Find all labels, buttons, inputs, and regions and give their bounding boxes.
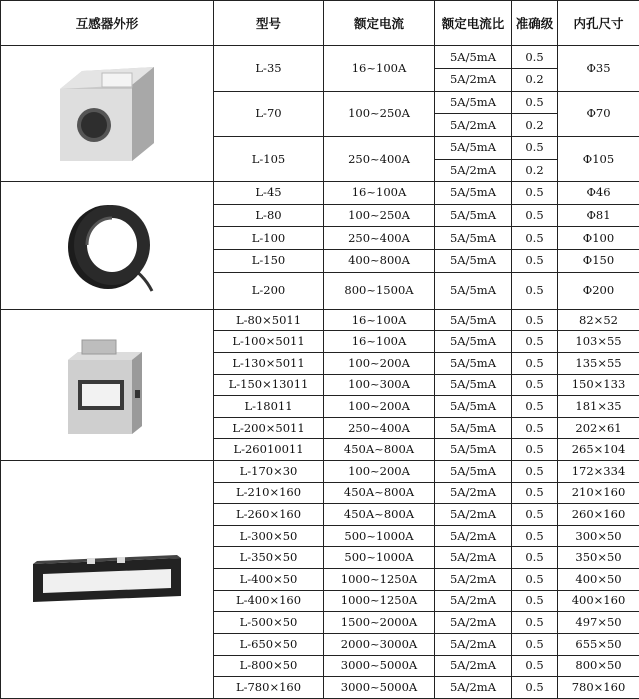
current-cell: 16~100A bbox=[324, 182, 435, 205]
ratio-cell: 5A/2mA bbox=[435, 655, 512, 677]
ratio-cell: 5A/2mA bbox=[435, 612, 512, 634]
current-cell: 3000~5000A bbox=[324, 677, 435, 699]
model-cell: L-300×50 bbox=[214, 525, 324, 547]
hole-cell: Φ35 bbox=[558, 46, 639, 91]
model-cell: L-18011 bbox=[214, 396, 324, 418]
accuracy-cell: 0.5 bbox=[512, 331, 558, 353]
accuracy-cell: 0.5 bbox=[512, 569, 558, 591]
model-cell: L-130×5011 bbox=[214, 352, 324, 374]
accuracy-cell: 0.2 bbox=[512, 68, 558, 91]
model-cell: L-500×50 bbox=[214, 612, 324, 634]
hole-cell: 181×35 bbox=[558, 396, 639, 418]
hole-cell: 82×52 bbox=[558, 309, 639, 331]
current-cell: 250~400A bbox=[324, 227, 435, 250]
accuracy-cell: 0.5 bbox=[512, 504, 558, 526]
accuracy-cell: 0.5 bbox=[512, 590, 558, 612]
ratio-cell: 5A/2mA bbox=[435, 159, 512, 182]
model-cell: L-400×50 bbox=[214, 569, 324, 591]
accuracy-cell: 0.5 bbox=[512, 46, 558, 69]
ratio-cell: 5A/2mA bbox=[435, 633, 512, 655]
ratio-cell: 5A/5mA bbox=[435, 182, 512, 205]
hole-cell: 350×50 bbox=[558, 547, 639, 569]
model-cell: L-650×50 bbox=[214, 633, 324, 655]
current-cell: 100~200A bbox=[324, 396, 435, 418]
ratio-cell: 5A/5mA bbox=[435, 352, 512, 374]
current-cell: 100~200A bbox=[324, 461, 435, 483]
model-cell: L-45 bbox=[214, 182, 324, 205]
table-row bbox=[1, 309, 639, 331]
model-cell: L-100×5011 bbox=[214, 331, 324, 353]
ratio-cell: 5A/2mA bbox=[435, 677, 512, 699]
ratio-cell: 5A/5mA bbox=[435, 417, 512, 439]
model-cell: L-200×5011 bbox=[214, 417, 324, 439]
accuracy-cell: 0.5 bbox=[512, 250, 558, 273]
accuracy-cell: 0.2 bbox=[512, 159, 558, 182]
hole-cell: Φ46 bbox=[558, 182, 639, 205]
hole-cell: 400×160 bbox=[558, 590, 639, 612]
ratio-cell: 5A/5mA bbox=[435, 374, 512, 396]
accuracy-cell: 0.5 bbox=[512, 352, 558, 374]
current-cell: 450A~800A bbox=[324, 439, 435, 461]
hole-cell: 400×50 bbox=[558, 569, 639, 591]
header-accuracy: 准确级 bbox=[512, 1, 558, 46]
accuracy-cell: 0.5 bbox=[512, 525, 558, 547]
model-cell: L-105 bbox=[214, 136, 324, 181]
ratio-cell: 5A/5mA bbox=[435, 227, 512, 250]
table-row bbox=[1, 46, 639, 69]
hole-cell: 655×50 bbox=[558, 633, 639, 655]
current-cell: 1000~1250A bbox=[324, 569, 435, 591]
current-cell: 100~250A bbox=[324, 204, 435, 227]
accuracy-cell: 0.5 bbox=[512, 461, 558, 483]
model-cell: L-100 bbox=[214, 227, 324, 250]
ratio-cell: 5A/5mA bbox=[435, 272, 512, 309]
accuracy-cell: 0.5 bbox=[512, 374, 558, 396]
hole-cell: Φ81 bbox=[558, 204, 639, 227]
accuracy-cell: 0.5 bbox=[512, 309, 558, 331]
ratio-cell: 5A/5mA bbox=[435, 309, 512, 331]
model-cell: L-200 bbox=[214, 272, 324, 309]
product-image-cell bbox=[1, 309, 214, 460]
ratio-cell: 5A/2mA bbox=[435, 504, 512, 526]
current-cell: 500~1000A bbox=[324, 525, 435, 547]
square-window-ct-icon bbox=[52, 330, 162, 440]
ratio-cell: 5A/2mA bbox=[435, 68, 512, 91]
model-cell: L-800×50 bbox=[214, 655, 324, 677]
accuracy-cell: 0.5 bbox=[512, 439, 558, 461]
hole-cell: Φ200 bbox=[558, 272, 639, 309]
header-shape: 互感器外形 bbox=[1, 1, 214, 46]
hole-cell: Φ70 bbox=[558, 91, 639, 136]
hole-cell: 202×61 bbox=[558, 417, 639, 439]
current-cell: 1500~2000A bbox=[324, 612, 435, 634]
current-cell: 450A~800A bbox=[324, 482, 435, 504]
accuracy-cell: 0.5 bbox=[512, 136, 558, 159]
ratio-cell: 5A/2mA bbox=[435, 482, 512, 504]
hole-cell: Φ100 bbox=[558, 227, 639, 250]
ratio-cell: 5A/5mA bbox=[435, 46, 512, 69]
hole-cell: 172×334 bbox=[558, 461, 639, 483]
current-cell: 1000~1250A bbox=[324, 590, 435, 612]
accuracy-cell: 0.5 bbox=[512, 547, 558, 569]
hole-cell: Φ150 bbox=[558, 250, 639, 273]
current-cell: 250~400A bbox=[324, 136, 435, 181]
model-cell: L-80×5011 bbox=[214, 309, 324, 331]
current-cell: 250~400A bbox=[324, 417, 435, 439]
accuracy-cell: 0.5 bbox=[512, 417, 558, 439]
ratio-cell: 5A/2mA bbox=[435, 525, 512, 547]
hole-cell: 135×55 bbox=[558, 352, 639, 374]
ratio-cell: 5A/2mA bbox=[435, 569, 512, 591]
accuracy-cell: 0.5 bbox=[512, 677, 558, 699]
model-cell: L-170×30 bbox=[214, 461, 324, 483]
model-cell: L-780×160 bbox=[214, 677, 324, 699]
current-cell: 800~1500A bbox=[324, 272, 435, 309]
table-row bbox=[1, 461, 639, 483]
current-cell: 16~100A bbox=[324, 309, 435, 331]
hole-cell: Φ105 bbox=[558, 136, 639, 181]
model-cell: L-70 bbox=[214, 91, 324, 136]
ratio-cell: 5A/5mA bbox=[435, 91, 512, 114]
header-current: 额定电流 bbox=[324, 1, 435, 46]
ratio-cell: 5A/5mA bbox=[435, 461, 512, 483]
ratio-cell: 5A/5mA bbox=[435, 204, 512, 227]
accuracy-cell: 0.5 bbox=[512, 396, 558, 418]
product-image-cell bbox=[1, 461, 214, 699]
product-image-cell bbox=[1, 182, 214, 310]
header-hole: 内孔尺寸 bbox=[558, 1, 639, 46]
header-model: 型号 bbox=[214, 1, 324, 46]
ratio-cell: 5A/5mA bbox=[435, 250, 512, 273]
current-cell: 450A~800A bbox=[324, 504, 435, 526]
ratio-cell: 5A/2mA bbox=[435, 547, 512, 569]
model-cell: L-150 bbox=[214, 250, 324, 273]
current-cell: 2000~3000A bbox=[324, 633, 435, 655]
hole-cell: 497×50 bbox=[558, 612, 639, 634]
accuracy-cell: 0.2 bbox=[512, 114, 558, 137]
ratio-cell: 5A/5mA bbox=[435, 396, 512, 418]
model-cell: L-350×50 bbox=[214, 547, 324, 569]
rectangular-white-ct-icon bbox=[52, 61, 162, 166]
current-cell: 400~800A bbox=[324, 250, 435, 273]
current-cell: 16~100A bbox=[324, 331, 435, 353]
accuracy-cell: 0.5 bbox=[512, 227, 558, 250]
hole-cell: 260×160 bbox=[558, 504, 639, 526]
product-image-cell bbox=[1, 46, 214, 182]
current-cell: 100~300A bbox=[324, 374, 435, 396]
accuracy-cell: 0.5 bbox=[512, 482, 558, 504]
accuracy-cell: 0.5 bbox=[512, 204, 558, 227]
hole-cell: 800×50 bbox=[558, 655, 639, 677]
hole-cell: 210×160 bbox=[558, 482, 639, 504]
accuracy-cell: 0.5 bbox=[512, 91, 558, 114]
accuracy-cell: 0.5 bbox=[512, 655, 558, 677]
model-cell: L-80 bbox=[214, 204, 324, 227]
hole-cell: 150×133 bbox=[558, 374, 639, 396]
long-slot-ct-icon bbox=[27, 550, 187, 610]
round-black-ct-icon bbox=[52, 193, 162, 298]
hole-cell: 265×104 bbox=[558, 439, 639, 461]
current-cell: 100~200A bbox=[324, 352, 435, 374]
accuracy-cell: 0.5 bbox=[512, 633, 558, 655]
accuracy-cell: 0.5 bbox=[512, 272, 558, 309]
model-cell: L-260×160 bbox=[214, 504, 324, 526]
current-cell: 3000~5000A bbox=[324, 655, 435, 677]
header-row bbox=[1, 1, 639, 46]
ratio-cell: 5A/5mA bbox=[435, 331, 512, 353]
ratio-cell: 5A/2mA bbox=[435, 590, 512, 612]
ratio-cell: 5A/5mA bbox=[435, 439, 512, 461]
hole-cell: 300×50 bbox=[558, 525, 639, 547]
accuracy-cell: 0.5 bbox=[512, 612, 558, 634]
hole-cell: 103×55 bbox=[558, 331, 639, 353]
current-cell: 500~1000A bbox=[324, 547, 435, 569]
header-ratio: 额定电流比 bbox=[435, 1, 512, 46]
current-cell: 16~100A bbox=[324, 46, 435, 91]
table-row bbox=[1, 182, 639, 205]
ratio-cell: 5A/2mA bbox=[435, 114, 512, 137]
model-cell: L-35 bbox=[214, 46, 324, 91]
accuracy-cell: 0.5 bbox=[512, 182, 558, 205]
hole-cell: 780×160 bbox=[558, 677, 639, 699]
model-cell: L-26010011 bbox=[214, 439, 324, 461]
ratio-cell: 5A/5mA bbox=[435, 136, 512, 159]
model-cell: L-400×160 bbox=[214, 590, 324, 612]
model-cell: L-150×13011 bbox=[214, 374, 324, 396]
model-cell: L-210×160 bbox=[214, 482, 324, 504]
current-cell: 100~250A bbox=[324, 91, 435, 136]
